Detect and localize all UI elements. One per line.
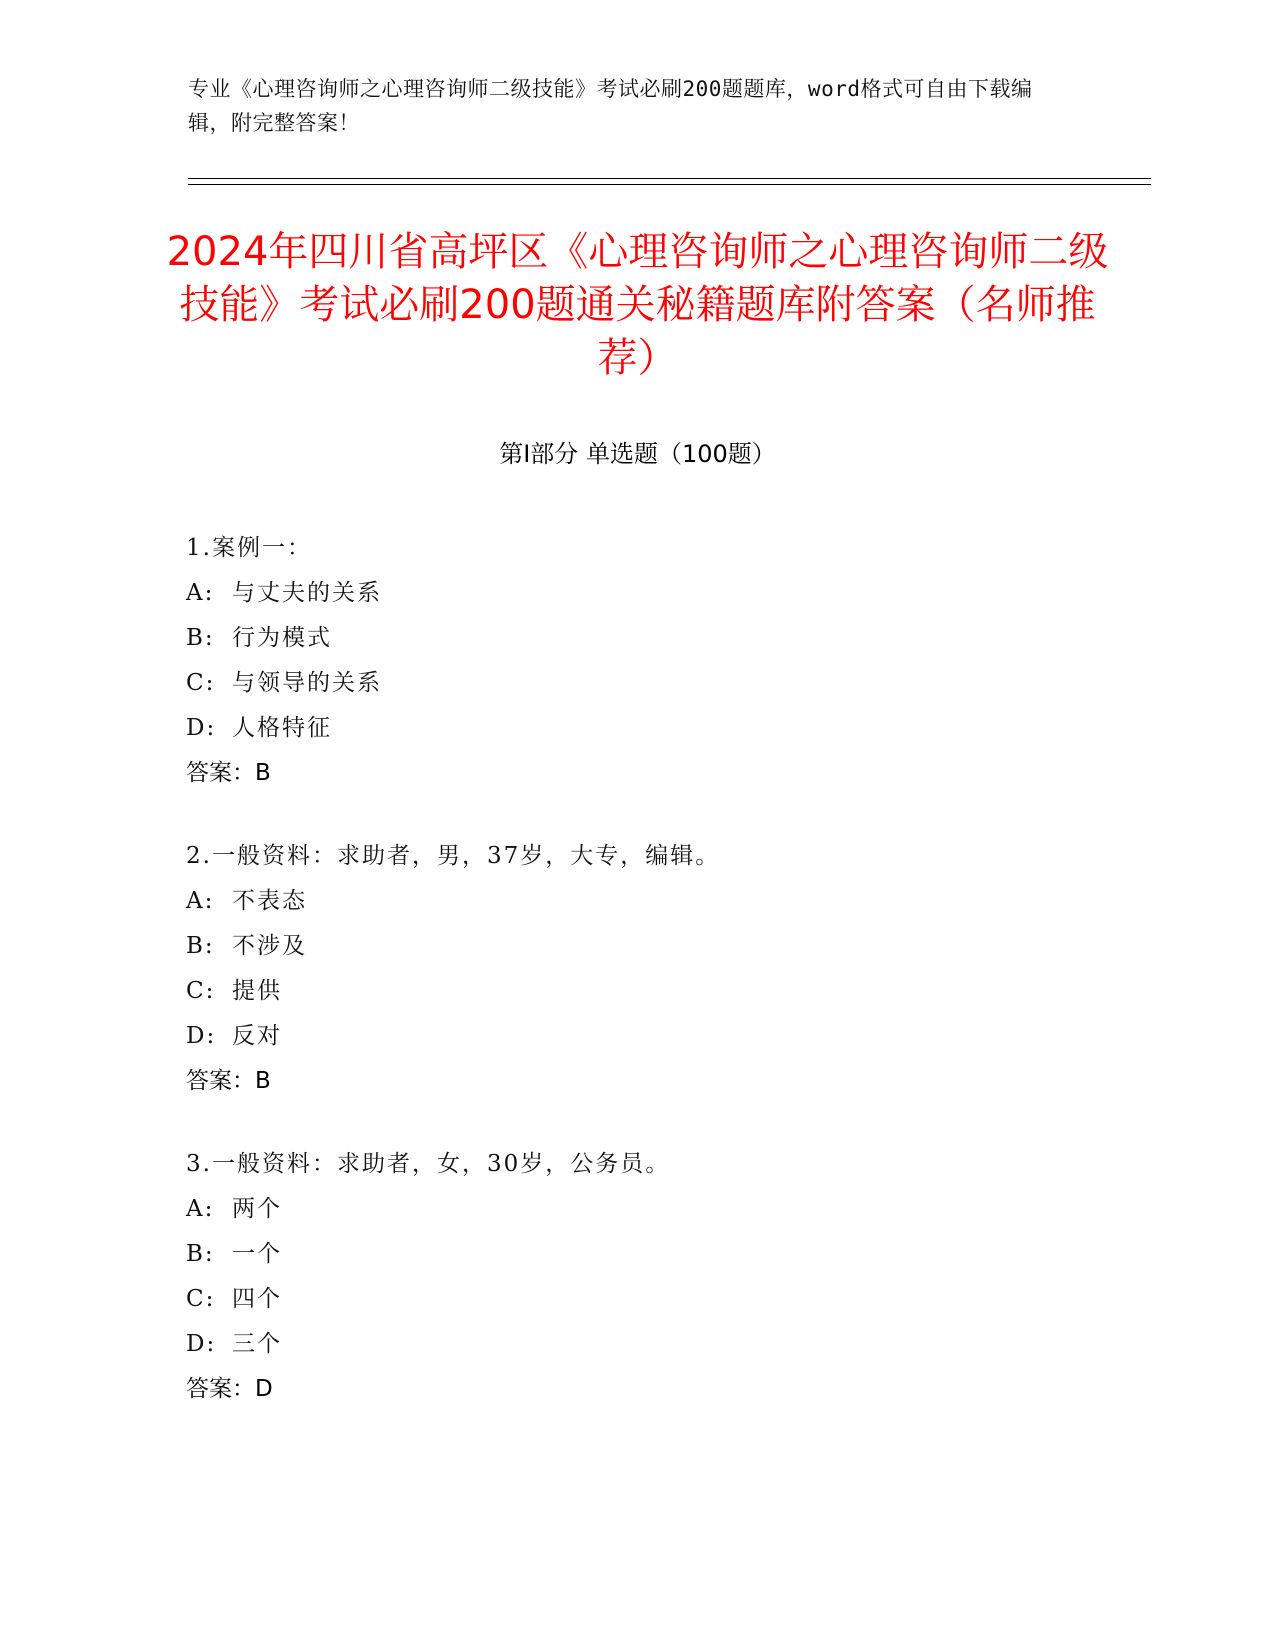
option-d — [186, 1014, 1146, 1059]
option-d — [186, 1322, 1146, 1367]
header-note: 专业《心理咨询师之心理咨询师二级技能》考试必刷200题题库，word格式可自由下载编辑，附完整答案！ — [188, 77, 1033, 135]
option-c — [186, 661, 1146, 706]
option-b — [186, 924, 1146, 969]
option-key: D: — [186, 1023, 217, 1049]
option-a — [186, 879, 1146, 924]
header-divider-top — [188, 178, 1151, 179]
option-text: 四个 — [232, 1286, 282, 1312]
answer: 答案：B — [186, 760, 271, 786]
option-text: 行为模式 — [232, 625, 332, 651]
option-key: C: — [186, 670, 216, 696]
option-b — [186, 1232, 1146, 1277]
question-stem: 1.案例一： — [186, 535, 312, 561]
header-divider-bottom — [188, 184, 1151, 185]
question-list — [186, 526, 1146, 1450]
option-key: A: — [186, 580, 215, 606]
option-key: B: — [186, 933, 215, 959]
question-1 — [186, 526, 1146, 796]
option-b — [186, 616, 1146, 661]
question-2 — [186, 834, 1146, 1104]
option-a — [186, 571, 1146, 616]
question-stem: 3.一般资料：求助者，女，30岁，公务员。 — [186, 1151, 671, 1177]
option-key: B: — [186, 625, 215, 651]
option-key: C: — [186, 978, 216, 1004]
option-key: C: — [186, 1286, 216, 1312]
answer: 答案：D — [186, 1376, 273, 1402]
option-c — [186, 969, 1146, 1014]
option-text: 一个 — [232, 1241, 282, 1267]
option-key: A: — [186, 1196, 215, 1222]
option-text: 与丈夫的关系 — [232, 580, 382, 606]
option-text: 不表态 — [232, 888, 307, 914]
option-text: 不涉及 — [232, 933, 307, 959]
answer: 答案：B — [186, 1068, 271, 1094]
option-key: A: — [186, 888, 215, 914]
option-key: B: — [186, 1241, 215, 1267]
option-key: D: — [186, 1331, 217, 1357]
option-text: 三个 — [232, 1331, 282, 1357]
document-title: 2024年四川省高坪区《心理咨询师之心理咨询师二级技能》考试必刷200题通关秘籍题库附答案（名师推荐） — [166, 229, 1109, 381]
option-text: 提供 — [232, 978, 282, 1004]
section-heading: 第I部分 单选题（100题） — [499, 440, 776, 468]
option-c — [186, 1277, 1146, 1322]
option-text: 与领导的关系 — [232, 670, 382, 696]
option-text: 两个 — [232, 1196, 282, 1222]
question-3 — [186, 1142, 1146, 1412]
option-text: 反对 — [232, 1023, 282, 1049]
question-stem: 2.一般资料：求助者，男，37岁，大专，编辑。 — [186, 843, 721, 869]
option-key: D: — [186, 715, 217, 741]
option-text: 人格特征 — [232, 715, 332, 741]
option-a — [186, 1187, 1146, 1232]
option-d — [186, 706, 1146, 751]
